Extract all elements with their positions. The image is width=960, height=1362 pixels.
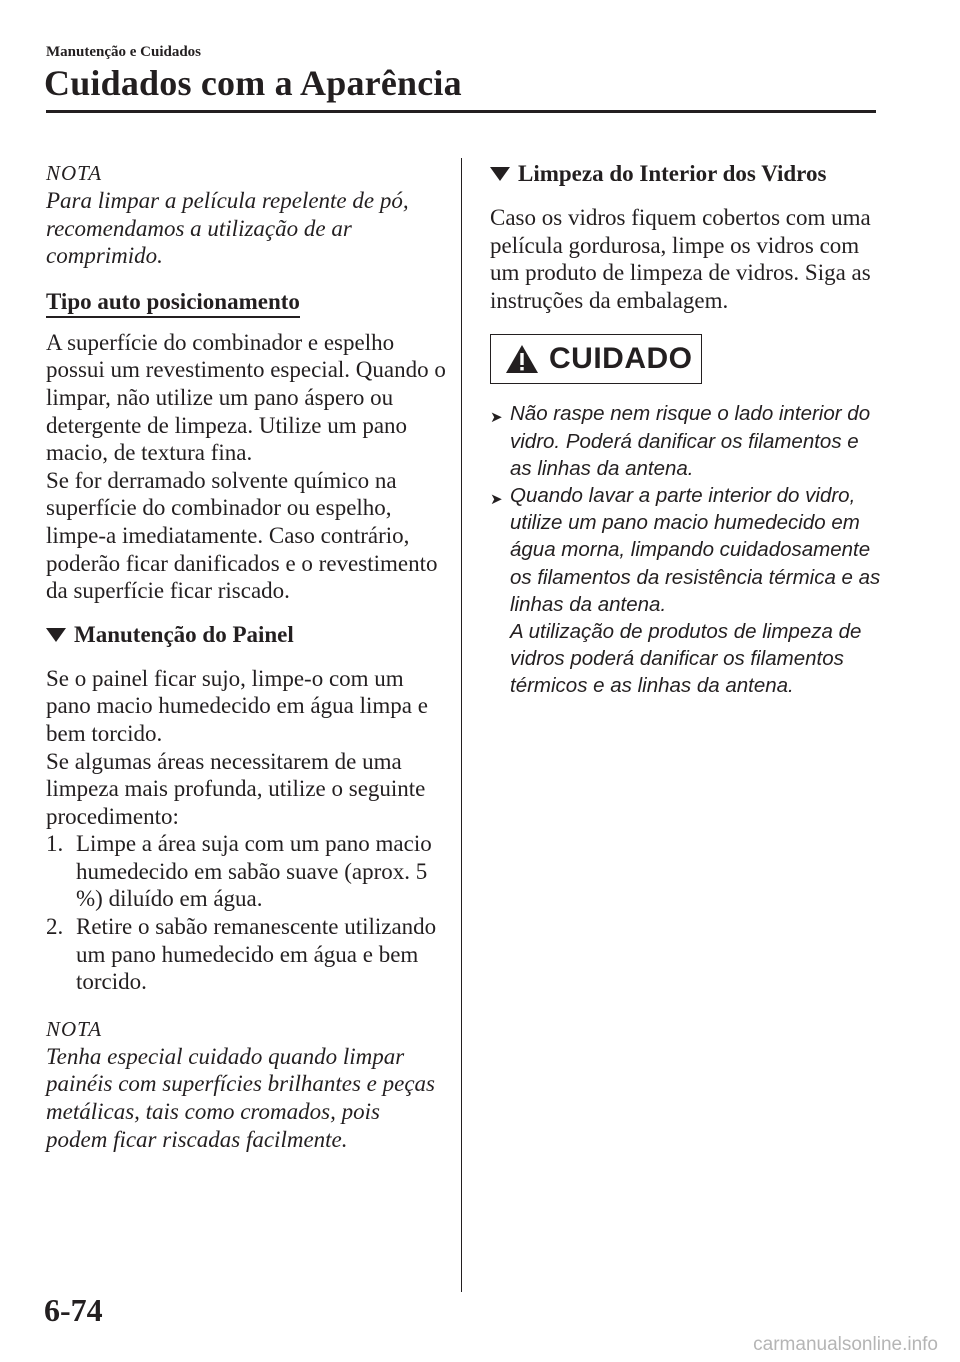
caution-list: [490, 400, 885, 699]
step-text: Limpe a área suja com um pano macio humedecido em sabão suave (aprox. 5 %) diluído em água.: [76, 831, 432, 912]
arrow-bullet-icon: ➤: [490, 490, 503, 508]
triangle-bullet-icon: [46, 628, 66, 642]
caution-label: CUIDADO: [549, 342, 693, 376]
note-text: Tenha especial cuidado quando limpar painéis com superfícies brilhantes e peças metálicas, tais como cromados, pois podem ficar riscadas facilmente.: [46, 1043, 436, 1152]
watermark: carmanualsonline.info: [753, 1334, 938, 1355]
subheading-auto-position: Tipo auto posicionamento: [46, 288, 300, 318]
section-heading-label: Manutenção do Painel: [74, 621, 294, 647]
column-divider: [461, 158, 462, 1292]
left-column: [46, 160, 446, 1153]
caution-item-body: [510, 482, 885, 700]
paragraph: Se for derramado solvente químico na superfície do combinador ou espelho, limpe-a imediatamente. Caso contrário, poderão ficar danificados e o revestimento da superfície ficar riscado.: [46, 467, 438, 604]
section-heading-label: Limpeza do Interior dos Vidros: [518, 161, 827, 186]
paragraph: Se o painel ficar sujo, limpe-o com um pano macio humedecido em água limpa e bem torcido.: [46, 665, 428, 746]
step-number: 2.: [46, 914, 64, 940]
note-label: NOTA: [46, 1016, 103, 1041]
paragraph: A superfície do combinador e espelho possui um revestimento especial. Quando o limpar, não utilize um pano áspero ou detergente de limpeza. Utilize um pano macio, de textura fina.: [46, 329, 446, 466]
step-item: [46, 830, 446, 913]
caution-item-text: Quando lavar a parte interior do vidro, utilize um pano macio humedecido em água morna, limpando cuidadosamente os filamentos da resistência térmica e as linhas da antena.: [510, 483, 881, 616]
caution-item-text: Não raspe nem risque o lado interior do vidro. Poderá danificar os filamentos e as linhas da antena.: [510, 402, 871, 480]
paragraph: Caso os vidros fiquem cobertos com uma película gordurosa, limpe os vidros com um produto de limpeza de vidros. Siga as instruções da embalagem.: [490, 205, 871, 313]
step-item: [46, 913, 446, 996]
procedure-steps: [46, 830, 446, 996]
caution-item: [490, 482, 885, 700]
right-column: [490, 160, 885, 700]
step-text: Retire o sabão remanescente utilizando um pano humedecido em água e bem torcido.: [76, 914, 437, 995]
warning-triangle-icon: [505, 344, 539, 374]
section-label: Manutenção e Cuidados: [46, 44, 202, 60]
caution-box: [490, 334, 702, 384]
title-rule: [46, 110, 876, 113]
page-number: 6-74: [44, 1292, 103, 1328]
note-text: Para limpar a película repelente de pó, recomendamos a utilização de ar comprimido.: [46, 188, 409, 269]
note-label: NOTA: [46, 161, 103, 185]
caution-item-text-2: A utilização de produtos de limpeza de vidros poderá danificar os filamentos térmicos e as linhas da antena.: [510, 620, 862, 698]
section-heading: [46, 621, 446, 649]
section-heading: [490, 160, 885, 188]
triangle-bullet-icon: [490, 167, 510, 181]
paragraph: Se algumas áreas necessitarem de uma limpeza mais profunda, utilize o seguinte procedimento:: [46, 748, 426, 829]
arrow-bullet-icon: ➤: [490, 409, 503, 427]
step-number: 1.: [46, 831, 64, 857]
caution-item: [490, 400, 885, 482]
page-title: Cuidados com a Aparência: [44, 63, 462, 103]
